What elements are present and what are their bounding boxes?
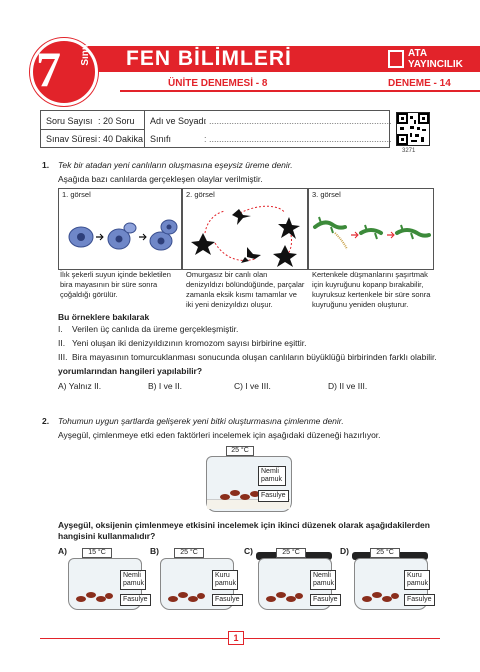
qr-number: 3271	[402, 148, 416, 154]
q2-option-d-temp: 25 °C	[370, 548, 400, 558]
duration-value: : 40 Dakika	[98, 134, 144, 144]
q2-option-c-letter[interactable]: C)	[244, 546, 253, 556]
q1-statement-1: Verilen üç canlıda da üreme gerçekleşmiştir.	[72, 324, 239, 334]
q1-statement-2-num: II.	[58, 338, 66, 348]
info-divider	[144, 110, 145, 148]
q1-option-b[interactable]: B) I ve II.	[148, 381, 183, 391]
setup-cotton-label: Nemli pamuk	[258, 466, 286, 486]
panel-1-label: 1. görsel	[62, 190, 91, 199]
q1-stem: Tek bir atadan yeni canlıların oluşmasına eşeysiz üreme denir.	[58, 160, 293, 170]
panel-2-label: 2. görsel	[186, 190, 215, 199]
q1-question: yorumlarından hangileri yapılabilir?	[58, 366, 203, 376]
panel-1	[58, 188, 182, 270]
q1-number: 1.	[42, 160, 50, 170]
question-count-label: Soru Sayısı	[46, 116, 93, 126]
publisher-line1: ATA	[408, 48, 428, 59]
q2-intro: Ayşegül, çimlenmeye etki eden faktörleri incelemek için aşağıdaki düzeneği hazırlıyor.	[58, 430, 381, 440]
q2-option-d-beans: Fasulye	[404, 594, 435, 606]
bean-seeds-icon	[75, 589, 115, 605]
starfish-regeneration-icon	[185, 199, 305, 269]
q1-statement-2: Yeni oluşan iki denizyıldızının kromozom sayısı birbirine eşittir.	[72, 338, 307, 348]
q2-option-d-cotton: Kuru pamuk	[404, 570, 430, 590]
q1-lead: Bu örneklere bakılarak	[58, 312, 150, 322]
q2-option-b-temp: 25 °C	[174, 548, 204, 558]
q2-option-b-cotton: Kuru pamuk	[212, 570, 238, 590]
panel-2	[182, 188, 308, 270]
q2-option-a-cotton: Nemli pamuk	[120, 570, 146, 590]
name-field[interactable]: : .........................................................................	[204, 116, 392, 126]
q2-number: 2.	[42, 416, 50, 426]
q1-statement-1-num: I.	[58, 324, 63, 334]
panel-3	[308, 188, 434, 270]
footer-line-left	[40, 638, 228, 639]
grade-number: 7	[36, 41, 61, 97]
exam-code: DENEME - 14	[388, 78, 451, 89]
footer-line-right	[244, 638, 440, 639]
question-count-value: : 20 Soru	[98, 116, 135, 126]
panel-2-caption: Omurgasız bir canlı olan denizyıldızı bölündüğünde, parçalar zamanla eksik kısmı tamamlar ve iki yeni denizyıldızı oluşur.	[186, 270, 305, 309]
q1-statement-3: Bira mayasının tomurcuklanması sonucunda oluşan canlıların büyüklüğü birbirinden farklı olabilir.	[72, 352, 437, 362]
publisher-line2: YAYINCILIK	[408, 59, 463, 70]
q1-option-a[interactable]: A) Yalnız II.	[58, 381, 102, 391]
q2-stem: Tohumun uygun şartlarda gelişerek yeni bitki oluşturmasına çimlenme denir.	[58, 416, 344, 426]
publisher-name	[386, 46, 480, 72]
q2-option-a-letter[interactable]: A)	[58, 546, 67, 556]
bean-seeds-icon	[265, 589, 305, 605]
grade-word: Sınıf	[80, 44, 91, 66]
q2-option-a-beans: Fasulye	[120, 594, 151, 606]
q1-statement-3-num: III.	[58, 352, 68, 362]
q2-option-c-temp: 25 °C	[276, 548, 306, 558]
bean-seeds-icon	[167, 589, 207, 605]
panel-1-caption: İlık şekerli suyun içinde bekletilen bira mayasının bir süre sonra çoğaldığı görülür.	[60, 270, 171, 299]
q2-option-d-letter[interactable]: D)	[340, 546, 349, 556]
setup-temp: 25 °C	[226, 446, 254, 456]
q2-option-b-letter[interactable]: B)	[150, 546, 159, 556]
q2-option-c-beans: Fasulye	[310, 594, 341, 606]
class-label: Sınıfı	[150, 134, 172, 144]
page-title: FEN BİLİMLERİ	[126, 47, 292, 70]
bean-seeds-icon	[361, 589, 401, 605]
panel-3-label: 3. görsel	[312, 190, 341, 199]
q1-option-d[interactable]: D) II ve III.	[328, 381, 368, 391]
q2-option-b-beans: Fasulye	[212, 594, 243, 606]
q1-option-c[interactable]: C) I ve III.	[234, 381, 271, 391]
q2-option-a-temp: 15 °C	[82, 548, 112, 558]
class-field[interactable]: : .........................................................................	[204, 134, 392, 144]
yeast-budding-icon	[63, 205, 179, 265]
q1-intro: Aşağıda bazı canlılarda gerçekleşen olaylar verilmiştir.	[58, 174, 263, 184]
setup-beans-label: Fasulye	[258, 490, 289, 502]
q2-option-c-cotton: Nemli pamuk	[310, 570, 336, 590]
name-label: Adı ve Soyadı	[150, 116, 207, 126]
unit-exam-label: ÜNİTE DENEMESİ - 8	[168, 78, 268, 89]
panel-3-caption: Kertenkele düşmanlarını şaşırtmak için kuyruğunu kopanp bırakabilir, kuyruksuz kertenkele bir süre sonra kuyruğunu yeniden oluşturur.	[312, 270, 431, 309]
lizard-regeneration-icon	[311, 205, 431, 265]
q2-question: Ayşegül, oksijenin çimlenmeye etkisini incelemek için ikinci düzenek olarak aşağıdakilerden hangisini kullanmalıdır?	[58, 520, 430, 541]
duration-label: Sınav Süresi	[46, 134, 98, 144]
page-number: 1	[228, 631, 244, 645]
info-divider-h	[40, 129, 144, 130]
qr-code-icon[interactable]	[396, 112, 430, 146]
